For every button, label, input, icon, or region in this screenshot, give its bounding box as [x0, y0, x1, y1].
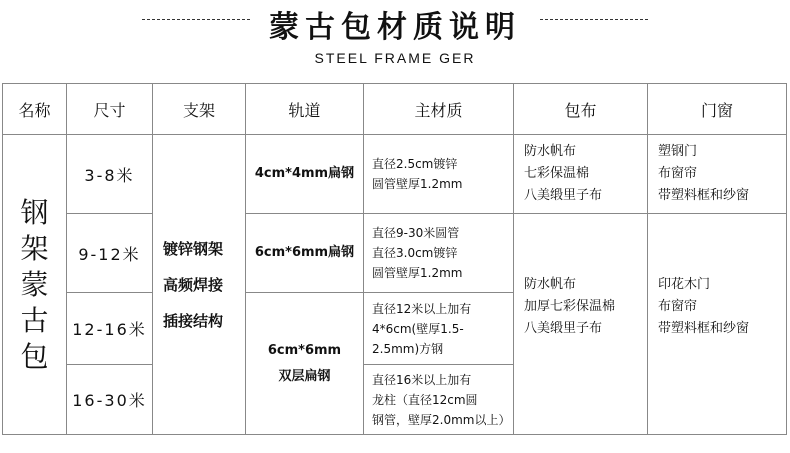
- size-cell: 3-8米: [67, 135, 153, 214]
- material-cell: [364, 365, 514, 435]
- frame-line: 镀锌钢架: [163, 239, 224, 258]
- frame-line: 高频焊接: [163, 275, 224, 294]
- cloth-line: 八美缎里子布: [524, 188, 603, 203]
- track-cell: [246, 214, 364, 293]
- page-subtitle: STEEL FRAME GER: [314, 50, 476, 66]
- header-frame: 支架: [153, 84, 246, 135]
- track-line: 6cm*6mm: [267, 342, 342, 358]
- table-row: [3, 135, 787, 214]
- door-window-line: 带塑料框和纱窗: [658, 188, 750, 203]
- track-line: 双层扁钢: [278, 368, 331, 384]
- cloth-line: 七彩保温棉: [524, 166, 590, 181]
- material-cell: [364, 135, 514, 214]
- page-title: 蒙古包材质说明: [269, 10, 521, 45]
- material-cell: [364, 293, 514, 365]
- material-line: 圆管壁厚1.2mm: [372, 266, 463, 280]
- size-cell: 9-12米: [67, 214, 153, 293]
- title-right-divider: [540, 19, 648, 20]
- cloth-line: 八美缎里子布: [524, 321, 603, 336]
- material-line: 直径2.5cm镀锌: [372, 157, 458, 171]
- door-window-line: 带塑料框和纱窗: [658, 321, 750, 336]
- name-char: 古: [20, 303, 49, 337]
- material-spec-table: [2, 83, 787, 435]
- cloth-cell: [514, 214, 648, 435]
- frame-line: 插接结构: [163, 311, 224, 330]
- header-track: 轨道: [246, 84, 364, 135]
- material-line: 圆管壁厚1.2mm: [372, 177, 463, 191]
- track-line: 4cm*4mm扁钢: [254, 166, 355, 181]
- size-cell: 16-30米: [67, 365, 153, 435]
- door-window-line: 印花木门: [658, 277, 711, 292]
- cloth-line: 加厚七彩保温棉: [524, 299, 616, 314]
- material-line: 直径12米以上加有: [372, 301, 472, 316]
- table-header-row: [3, 84, 787, 135]
- material-line: 钢管，壁厚2.0mm以上）: [372, 412, 511, 427]
- cloth-cell: [514, 135, 648, 214]
- name-char: 架: [20, 231, 49, 265]
- product-name-cell: [3, 135, 67, 435]
- header-name: 名称: [3, 84, 67, 135]
- header-material: 主材质: [364, 84, 514, 135]
- cloth-line: 防水帆布: [524, 144, 577, 159]
- name-char: 钢: [20, 195, 49, 229]
- track-line: 6cm*6mm扁钢: [254, 245, 355, 260]
- material-line: 直径16米以上加有: [372, 372, 472, 387]
- table-row: [3, 214, 787, 293]
- door-window-line: 塑钢门: [658, 144, 698, 159]
- frame-cell: [153, 135, 246, 435]
- door-window-cell: [648, 214, 787, 435]
- door-window-line: 布窗帘: [658, 299, 698, 314]
- header-size: 尺寸: [67, 84, 153, 135]
- material-line: 直径3.0cm镀锌: [372, 246, 458, 260]
- material-line: 龙柱（直径12cm圆: [372, 392, 478, 407]
- material-line: 4*6cm(壁厚1.5-: [372, 321, 464, 336]
- name-char: 蒙: [20, 267, 49, 301]
- header-cloth: 包布: [514, 84, 648, 135]
- header-door-window: 门窗: [648, 84, 787, 135]
- page-header: [0, 0, 790, 80]
- cloth-line: 防水帆布: [524, 277, 577, 292]
- door-window-cell: [648, 135, 787, 214]
- track-cell: [246, 135, 364, 214]
- material-line: 直径9-30米圆管: [372, 226, 460, 240]
- material-cell: [364, 214, 514, 293]
- door-window-line: 布窗帘: [658, 166, 698, 181]
- material-line: 2.5mm)方钢: [372, 341, 444, 356]
- track-cell: [246, 293, 364, 435]
- name-char: 包: [20, 339, 49, 373]
- size-cell: 12-16米: [67, 293, 153, 365]
